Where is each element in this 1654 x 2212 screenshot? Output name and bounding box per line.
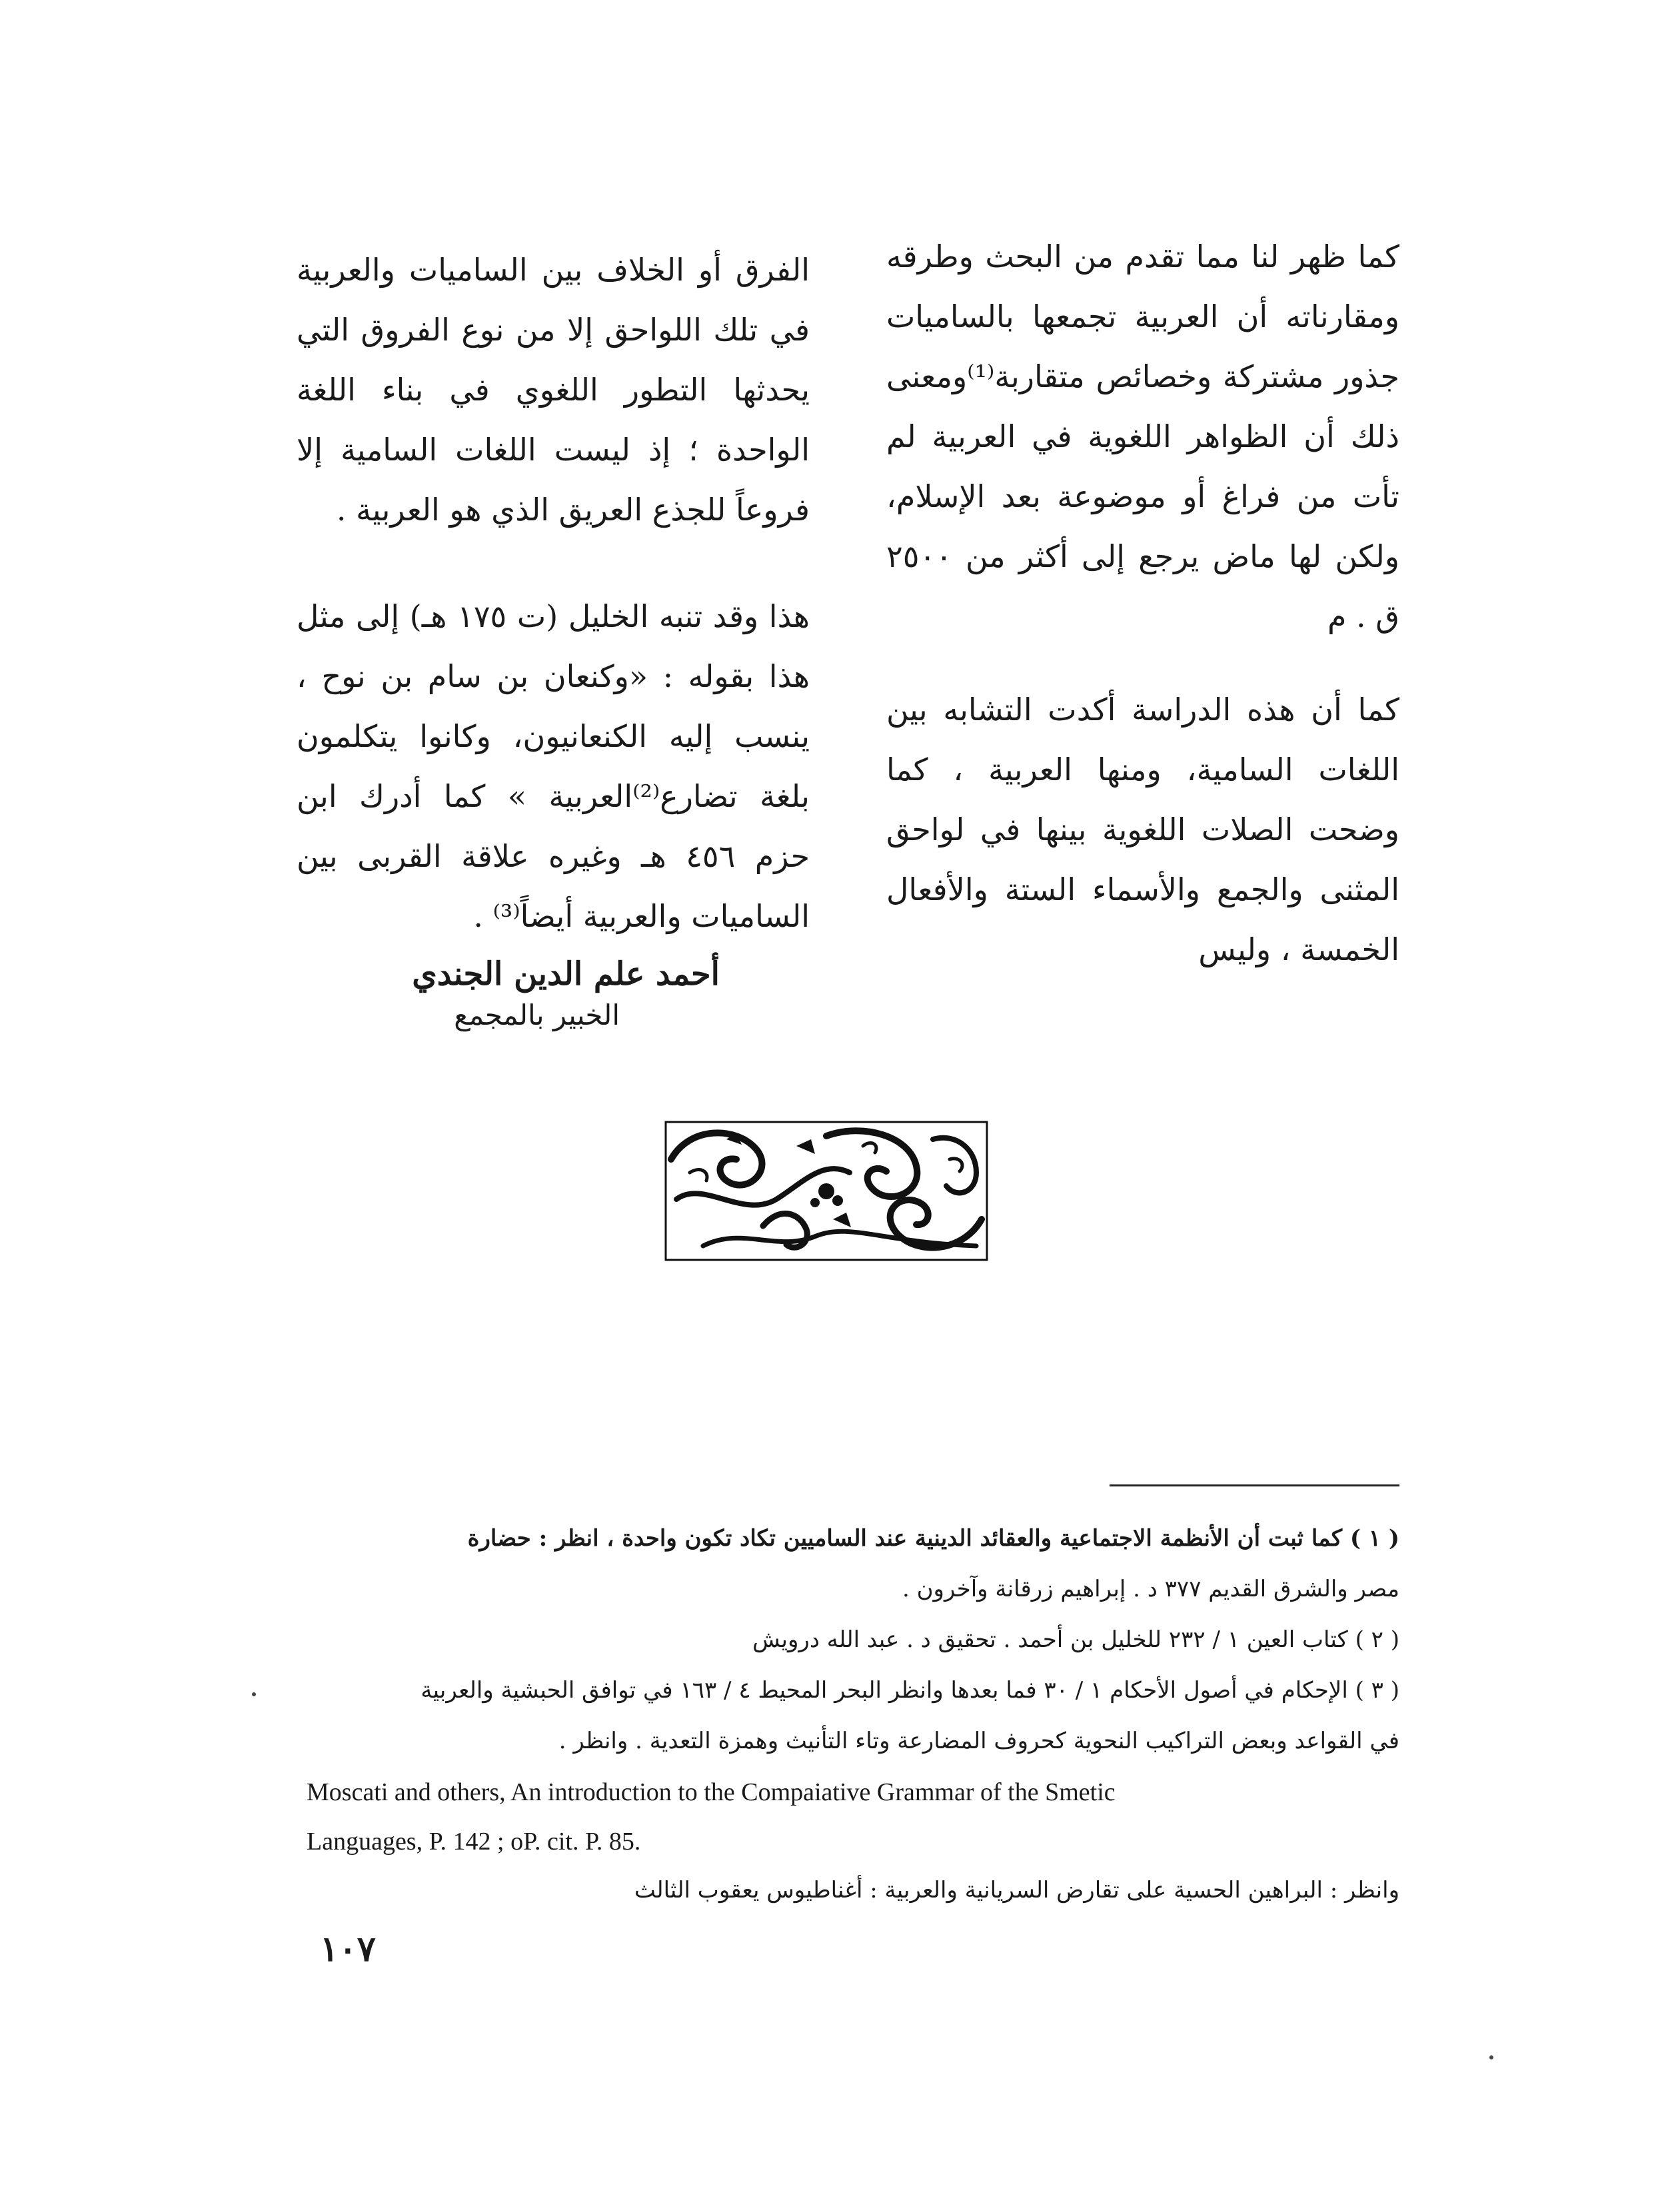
paragraph: هذا وقد تنبه الخليل (ت ١٧٥ هـ) إلى مثل هذا بقوله : «وكنعان بن سام بن نوح ، ينسب إليه الكنعانيون، وكانوا يتكلمون بلغة تضارع⁽²⁾العربية » كما أدرك ابن حزم ٤٥٦ هـ وغيره علاقة القربى بين الساميات والعربية أيضاً⁽³⁾ . bbox=[297, 598, 810, 934]
paragraph: كما ظهر لنا مما تقدم من البحث وطرقه ومقارناته أن العربية تجمعها بالساميات جذور مشتركة وخصائص متقاربة⁽¹⁾ومعنى ذلك أن الظواهر اللغوية في العربية لم تأت من فراغ أو موضوعة بعد الإسلام، ولكن لها ماض يرجع إلى أكثر من ٢٥٠٠ ق . م bbox=[886, 239, 1399, 634]
footnote-divider bbox=[1110, 1484, 1399, 1486]
paragraph: كما أن هذه الدراسة أكدت التشابه بين اللغات السامية، ومنها العربية ، كما وضحت الصلات اللغوية بينها في لواحق المثنى والجمع والأسماء الستة والأفعال الخمسة ، وليس bbox=[886, 692, 1399, 967]
author-title: الخبير بالمجمع bbox=[454, 999, 620, 1031]
footnote-3-line-3: وانظر : البراهين الحسية على تقارض السريانية والعربية : أغناطيوس يعقوب الثالث bbox=[634, 1877, 1399, 1904]
footnote-2: ( ٢ ) كتاب العين ١ / ٢٣٢ للخليل بن أحمد . تحقيق د . عبد الله درويش bbox=[752, 1626, 1399, 1653]
author-signature bbox=[347, 953, 720, 1035]
right-text-column bbox=[886, 227, 1399, 1013]
decorative-ornament bbox=[663, 1119, 990, 1263]
left-text-column bbox=[297, 240, 810, 993]
footnote-1-line-2: مصر والشرق القديم ٣٧٧ د . إبراهيم زرقانة وآخرون . bbox=[902, 1576, 1399, 1602]
footnotes-section bbox=[307, 1518, 1399, 1920]
author-name: أحمد علم الدين الجندي bbox=[412, 955, 720, 993]
paragraph: الفرق أو الخلاف بين الساميات والعربية في تلك اللواحق إلا من نوع الفروق التي يحدثها التطور اللغوي في بناء اللغة الواحدة ؛ إذ ليست اللغات السامية إلا فروعاً للجذع العريق الذي هو العربية . bbox=[297, 252, 810, 528]
scan-speck bbox=[252, 1692, 256, 1696]
footnote-3-english-line-1: Moscati and others, An introduction to the Compaiative Grammar of the Smetic bbox=[307, 1778, 1116, 1806]
footnote-1-line-1: ( ١ ) كما ثبت أن الأنظمة الاجتماعية والعقائد الدينية عند الساميين تكاد تكون واحدة ، انظر : حضارة bbox=[467, 1525, 1399, 1552]
footnote-3-line-1: ( ٣ ) الإحكام في أصول الأحكام ١ / ٣٠ فما بعدها وانظر البحر المحيط ٤ / ١٦٣ في توافق الحبشية والعربية bbox=[420, 1677, 1399, 1704]
page-number: ١٠٧ bbox=[320, 1929, 376, 1969]
footnote-3-line-2: في القواعد وبعض التراكيب النحوية كحروف المضارعة وتاء التأنيث وهمزة التعدية . وانظر . bbox=[558, 1728, 1399, 1754]
scan-speck bbox=[1489, 2055, 1493, 2059]
footnote-3-english-line-2: Languages, P. 142 ; oP. cit. P. 85. bbox=[307, 1828, 641, 1856]
